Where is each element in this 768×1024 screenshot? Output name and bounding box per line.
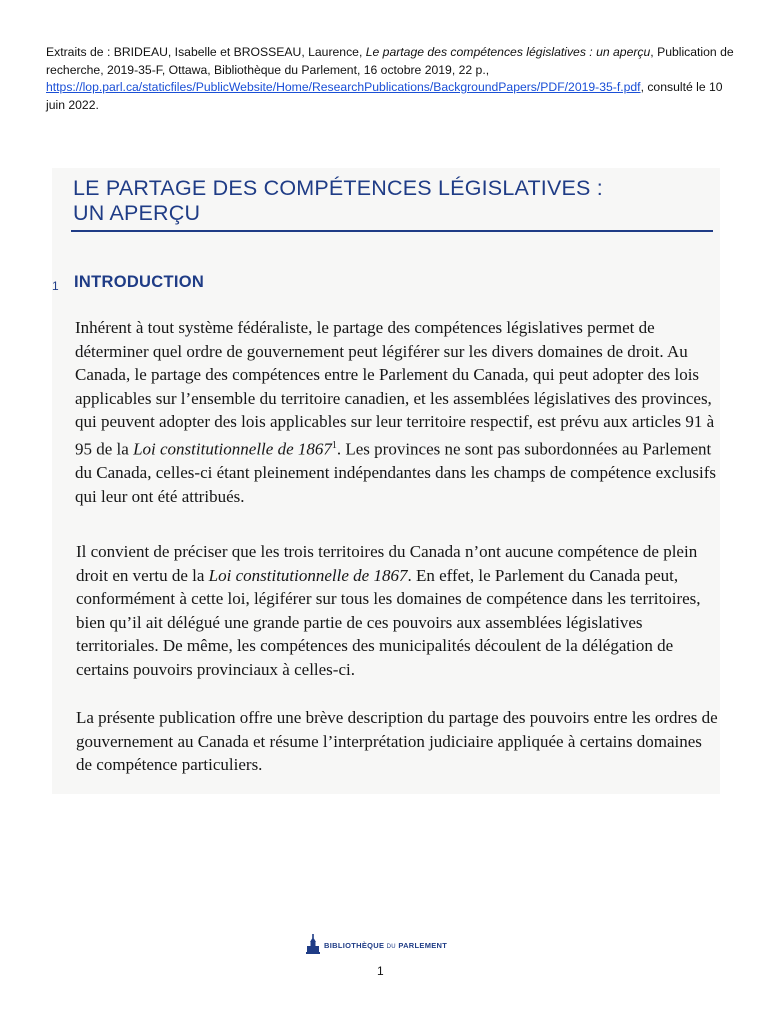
logo-word-2: DU [386,943,396,950]
paragraph-2-text-b: . En effet, le Parlement du Canada peut, conformément à cette loi, légiférer sur tous les domaines de compétence dans les territoires, bien qu’il ait délégué une grande partie de ces pouvoirs aux assemblées législatives territoriales. De même, les compétences des municipalités découlent de la délégation de certains pouvoirs provinciaux à celles-ci. [76,565,701,679]
citation-work-title: Le partage des compétences législatives : un aperçu [365,45,651,59]
citation-details: , Publication de recherche, 2019-35-F, Ottawa, Bibliothèque du Parlement, 16 octobre 2019, 22 p., [46,45,734,77]
document-title-line2: UN APERÇU [73,201,201,225]
library-logo-text [324,941,447,950]
footnote-ref[interactable]: 1 [331,439,337,451]
paragraph-2 [76,540,718,682]
document-title-line1: LE PARTAGE DES COMPÉTENCES LÉGISLATIVES : [73,176,603,200]
logo-word-1: BIBLIOTHÈQUE [324,940,385,950]
paragraph-1 [75,316,717,508]
citation-link[interactable]: https://lop.parl.ca/staticfiles/PublicWebsite/Home/ResearchPublications/BackgroundPapers/PDF/2019-35-f.pdf [46,80,641,94]
paragraph-1-law-title: Loi constitutionnelle de 1867 [133,439,332,459]
library-logo [306,934,447,956]
paragraph-2-law-title: Loi constitutionnelle de 1867 [208,565,408,585]
paragraph-2-text-a: Il convient de préciser que les trois territoires du Canada n’ont aucune compétence de plein droit en vertu de la [76,542,698,585]
page-number: 1 [377,964,384,978]
citation-prefix: Extraits de : BRIDEAU, Isabelle et BROSSEAU, Laurence, [46,45,366,59]
paragraph-1-text-b: . Les provinces ne sont pas subordonnées au Parlement du Canada, celles-ci étant pleinement indépendantes dans les champs de compétence exclusifs qui leur ont été attribués. [75,439,717,506]
citation-suffix: , consulté le 10 juin 2022. [46,80,723,112]
citation-note [46,44,736,114]
parliament-building-icon [306,934,320,956]
paragraph-3: La présente publication offre une brève description du partage des pouvoirs entre les ordres de gouvernement au Canada et résume l’interprétation judiciaire appliquée à certains domaines de compétence particuliers. [76,708,718,775]
paragraph-1-text-a: Inhérent à tout système fédéraliste, le partage des compétences législatives permet de déterminer quel ordre de gouvernement peut légiférer sur les divers domaines de droit. Au Canada, le partage des compétences entre le Parlement du Canada, qui peut adopter des lois applicables sur l’ensemble du territoire canadien, et les assemblées législatives des provinces, qui peuvent adopter des lois applicables sur leur territoire respectif, est prévu aux articles 91 à 95 de la [75,318,715,459]
document-title [73,176,713,226]
section-number: 1 [52,279,59,293]
title-divider [71,230,713,232]
logo-word-3: PARLEMENT [398,940,448,950]
section-heading: INTRODUCTION [74,273,205,291]
